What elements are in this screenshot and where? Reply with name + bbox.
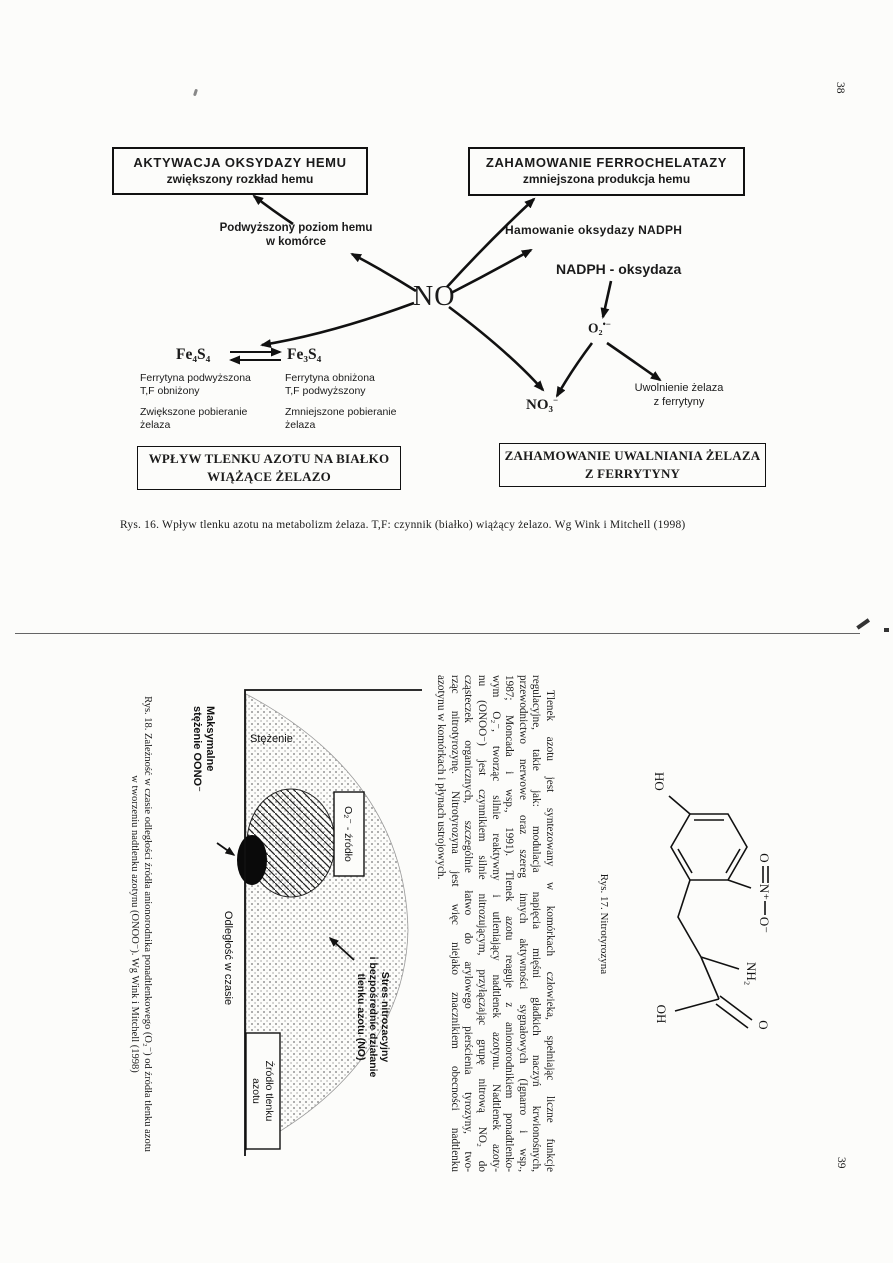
stress-label-line3: tlenku azotu (NO)	[355, 973, 367, 1061]
nitrate-charge: −	[553, 395, 559, 405]
label-no: NO	[413, 281, 456, 312]
box-d-line2: Z FERRYTYNY	[584, 466, 681, 481]
chain-bonds	[678, 880, 739, 999]
nitro-bond	[728, 880, 751, 888]
paragraph-line: przewodnictwo nerwowe oraz szereg innych aktywności sygnałowych (Ignarro i wsp.,	[516, 675, 529, 1172]
paragraph-line: cząsteczek organicznych, szczególnie łatwo do arylowego pierścienia tyrozyny, two-	[462, 675, 475, 1172]
carboxyl-double-bond	[716, 996, 752, 1028]
no-source-label-line2: azotu	[250, 1078, 262, 1104]
superoxide-base: O₂	[588, 320, 603, 336]
paragraph-line: 1987; Moncada i wsp., 1991). Tlenek azotu reaguje z anionorodnikiem ponadtlenko-	[503, 675, 516, 1172]
box-ferrochelatase-line2: zmniejszona produkcja hemu	[522, 172, 691, 187]
fe-right-line4: żelaza	[285, 419, 316, 432]
label-heme-level-line1: Podwyższony poziom hemu	[219, 222, 373, 234]
nitro-o-minus-label: O⁻	[757, 916, 772, 934]
label-superoxide	[588, 319, 611, 337]
arrow-no-to-heme-level	[352, 254, 416, 291]
arrow-max-oono	[217, 843, 234, 855]
fe-left-line2: T,F obniżony	[140, 385, 200, 398]
nitro-o-label: O	[757, 853, 772, 863]
fe-left-line4: żelaza	[140, 419, 171, 432]
label-fe3s4: Fe₃S₄	[287, 346, 322, 363]
figure16-caption: Rys. 16. Wpływ tlenku azotu na metabolizm żelaza. T,F: czynnik (białko) wiążący żelazo. Wg Wink i Mitchell (1998)	[120, 519, 686, 531]
ring-double-bonds	[678, 820, 740, 873]
x-axis-label: Odległość w czasie	[222, 910, 234, 1006]
paragraph-line: rząc nitrotyrozynę. Nitrotyrozyna jest więc niejako znacznikiem obecności nadtlenku	[448, 675, 461, 1172]
ferritin-right-column	[285, 372, 420, 433]
box-c-line2: WIĄŻĄCE ŻELAZO	[207, 469, 331, 484]
box-d-line1: ZAHAMOWANIE UWALNIANIA ŻELAZA	[504, 448, 761, 464]
box-ferrochelatase-line1: ZAHAMOWANIE FERROCHELATAZY	[485, 155, 728, 171]
label-nitrate	[526, 395, 558, 414]
page39-rotated-content	[112, 662, 802, 1186]
page-divider-line	[15, 633, 860, 634]
box-c-line1: WPŁYW TLENKU AZOTU NA BIAŁKO	[148, 451, 390, 467]
paragraph-line: azotynu w komórkach i płynach ustrojowych.	[435, 675, 448, 880]
page39-region	[112, 662, 802, 1186]
paragraph-line: regulacyjne, takie jak: modulacja napięcia mięśni gładkich naczyń krwionośnych,	[530, 675, 543, 1172]
amine-label: NH₂	[744, 962, 759, 986]
fe-right-line3: Zmniejszone pobieranie	[285, 405, 397, 418]
box-no-iron-protein	[137, 446, 401, 490]
no-source-label-line1: Źródło tlenku	[263, 1060, 275, 1122]
nitrotyrosine-structure	[627, 762, 797, 1062]
stress-label-line1: Stres nitrozacyjny	[379, 971, 391, 1063]
scan-mark	[856, 618, 869, 629]
iron-release-line2: z ferrytyny	[653, 396, 705, 408]
max-oono-label-line2: stężenie OONO⁻	[191, 706, 203, 792]
arrow-superoxide-to-nitrate	[557, 343, 592, 396]
ho-label: HO	[652, 772, 667, 791]
arrow-nadphoxidase-to-superoxide	[603, 281, 611, 317]
nitrate-base: NO₃	[526, 397, 553, 413]
arrow-no-to-fes	[262, 303, 414, 345]
max-oono-label-line1: Maksymalne	[204, 706, 216, 772]
iron-release-line1: Uwolnienie żelaza	[634, 382, 724, 394]
page-number-top: 38	[834, 82, 846, 94]
fe-left-line1: Ferrytyna podwyższona	[140, 372, 251, 384]
figure18-caption-line1: Rys. 18. Zależność w czasie odległości źródła anionorodnika ponadtlenkowego (O₂⁻) od źródła tlenku azotu	[142, 696, 153, 1152]
arrow-no-to-box-b	[447, 199, 534, 287]
arrow-superoxide-to-iron-release	[607, 343, 660, 380]
nitro-double-bond	[763, 866, 768, 883]
phenol-bond	[669, 796, 690, 814]
carboxyl-oh-label: OH	[654, 1004, 669, 1024]
o2-source-label: O₂⁻ - źródło	[342, 806, 354, 862]
fe-right-line1: Ferrytyna obniżona	[285, 372, 375, 384]
label-heme-level	[206, 221, 386, 249]
paragraph-line: nu (ONOO⁻) jest czynnikiem silnie nitrozującym, przyłączając grupę nitrową NO₂ do	[476, 675, 489, 1172]
stress-label-line2: i bezpośrednie działanie	[367, 956, 379, 1078]
ferritin-left-column	[140, 372, 275, 433]
y-axis-label: Stężenie	[250, 733, 293, 745]
box-ferrochelatase-inhibition	[468, 147, 745, 196]
peroxynitrite-max-region	[237, 835, 267, 885]
fe-right-line2: T,F podwyższony	[285, 385, 366, 398]
figure17-caption: Rys. 17. Nitrotyrozyna	[598, 873, 610, 975]
arrow-no-to-nadph-inhibition	[451, 250, 531, 293]
scan-mark-dot	[884, 628, 889, 632]
arrow-heme-level-to-box-a	[254, 196, 293, 224]
box-heme-oxidase-line1: AKTYWACJA OKSYDAZY HEMU	[133, 154, 347, 170]
scan-speck	[193, 89, 198, 97]
label-heme-level-line2: w komórce	[265, 236, 327, 248]
box-heme-oxidase-line2: zwiększony rozkład hemu	[166, 171, 314, 186]
figure18-caption	[128, 670, 154, 1178]
label-fe4s4: Fe₄S₄	[176, 346, 211, 363]
superoxide-radical: •−	[602, 319, 611, 329]
arrow-no-to-nitrate	[449, 307, 543, 390]
label-iron-release	[624, 381, 734, 409]
figure18-caption-line2: w tworzeniu nadtlenku azotynu (ONOO⁻). Wg Wink i Mitchell (1998)	[129, 775, 140, 1073]
paragraph-line: wym O₂⁻, tworząc silnie reaktywny i utleniający nadtlenek azotynu. Nadtlenek azoty-	[489, 675, 502, 1172]
label-nadph-oxidase: NADPH - oksydaza	[556, 261, 682, 277]
benzene-ring	[671, 814, 747, 880]
box-iron-ferritin-inhibition	[499, 443, 766, 487]
box-heme-oxidase-activation	[112, 147, 368, 195]
page-number-bottom: 39	[835, 1157, 847, 1169]
carbonyl-o-label: O	[756, 1020, 771, 1030]
nitro-n-label: N⁺	[757, 883, 772, 901]
figure18-chart	[167, 680, 422, 1164]
fe-left-line3: Zwiększone pobieranie	[140, 405, 248, 418]
label-nadph-oxidase-inhibition: Hamowanie oksydazy NADPH	[505, 223, 683, 237]
body-paragraph	[434, 675, 556, 1172]
carboxyl-oh-bond	[675, 999, 719, 1011]
paragraph-line: Tlenek azotu jest syntezowany w komórkach człowieka, spełniając liczne funkcje	[544, 690, 556, 1172]
